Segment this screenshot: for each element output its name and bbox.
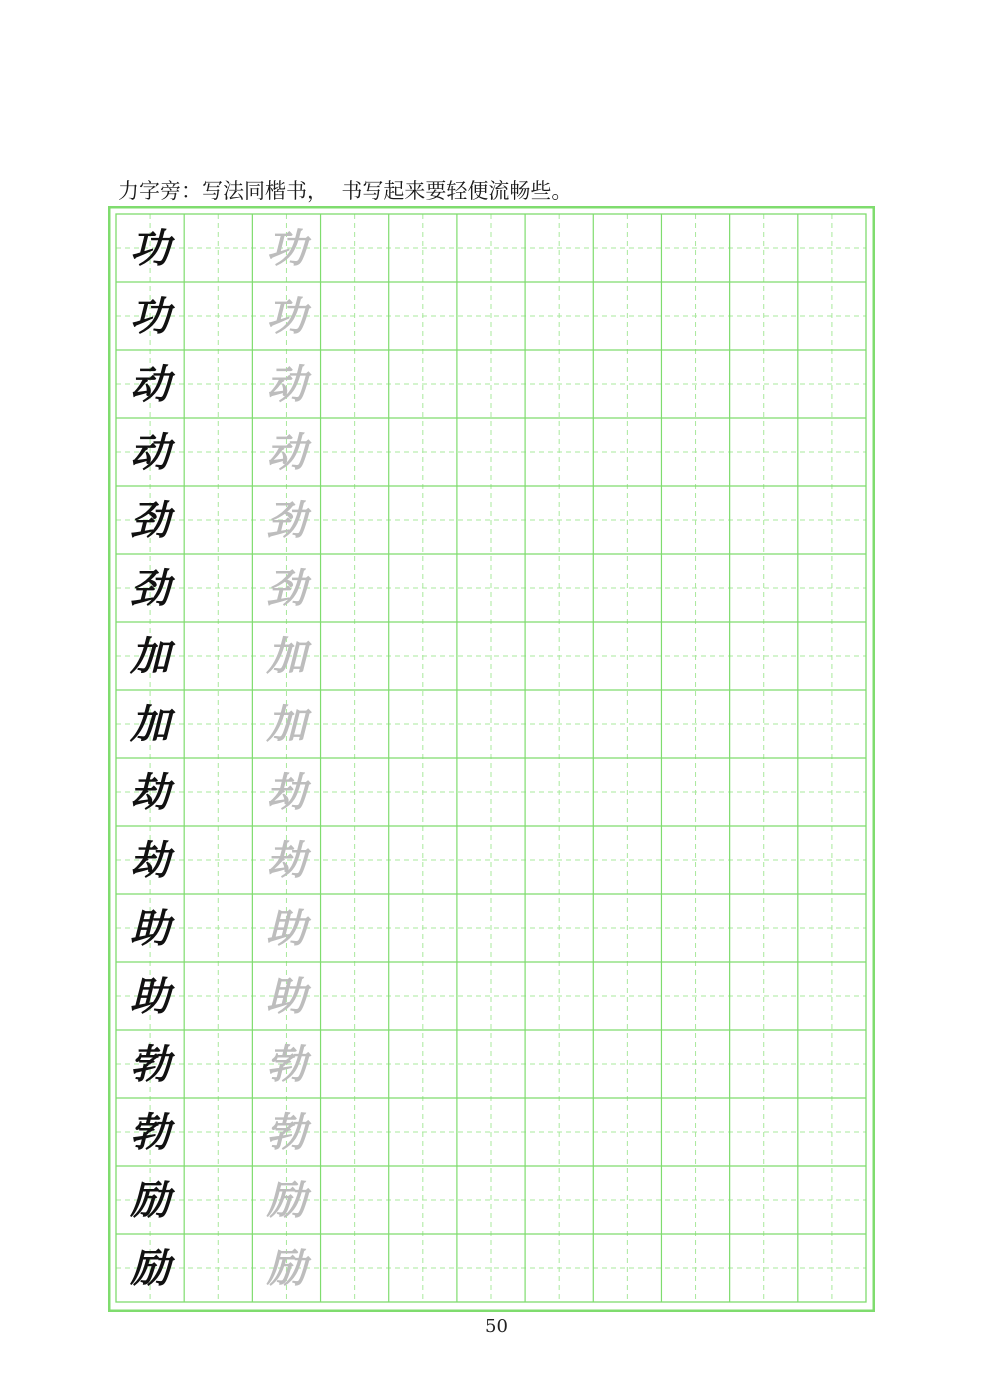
model-character: 动 <box>130 361 171 408</box>
trace-character: 劫 <box>266 769 307 816</box>
model-character: 勃 <box>130 1041 171 1088</box>
model-character: 助 <box>130 905 171 952</box>
practice-grid <box>108 206 875 1312</box>
trace-character: 动 <box>266 361 307 408</box>
model-character: 动 <box>130 429 171 476</box>
trace-character: 功 <box>266 225 307 272</box>
model-character: 加 <box>130 633 171 680</box>
trace-character: 劫 <box>266 837 307 884</box>
model-character: 励 <box>130 1177 171 1224</box>
trace-character: 加 <box>266 701 307 748</box>
model-character: 助 <box>130 973 171 1020</box>
model-character: 劲 <box>130 497 171 544</box>
trace-character: 勃 <box>266 1109 307 1156</box>
model-character: 劫 <box>130 769 171 816</box>
trace-character: 励 <box>266 1177 307 1224</box>
model-character: 励 <box>130 1245 171 1292</box>
model-character: 勃 <box>130 1109 171 1156</box>
page-number: 50 <box>485 1316 508 1337</box>
trace-character: 功 <box>266 293 307 340</box>
trace-character: 劲 <box>266 565 307 612</box>
model-character: 功 <box>130 225 171 272</box>
trace-character: 励 <box>266 1245 307 1292</box>
trace-character: 勃 <box>266 1041 307 1088</box>
instruction-text: 力字旁：写法同楷书， 书写起来要轻便流畅些。 <box>118 179 573 203</box>
model-character: 加 <box>130 701 171 748</box>
trace-character: 动 <box>266 429 307 476</box>
trace-character: 加 <box>266 633 307 680</box>
model-character: 劲 <box>130 565 171 612</box>
model-character: 功 <box>130 293 171 340</box>
trace-character: 助 <box>266 973 307 1020</box>
trace-character: 劲 <box>266 497 307 544</box>
trace-character: 助 <box>266 905 307 952</box>
model-character: 劫 <box>130 837 171 884</box>
